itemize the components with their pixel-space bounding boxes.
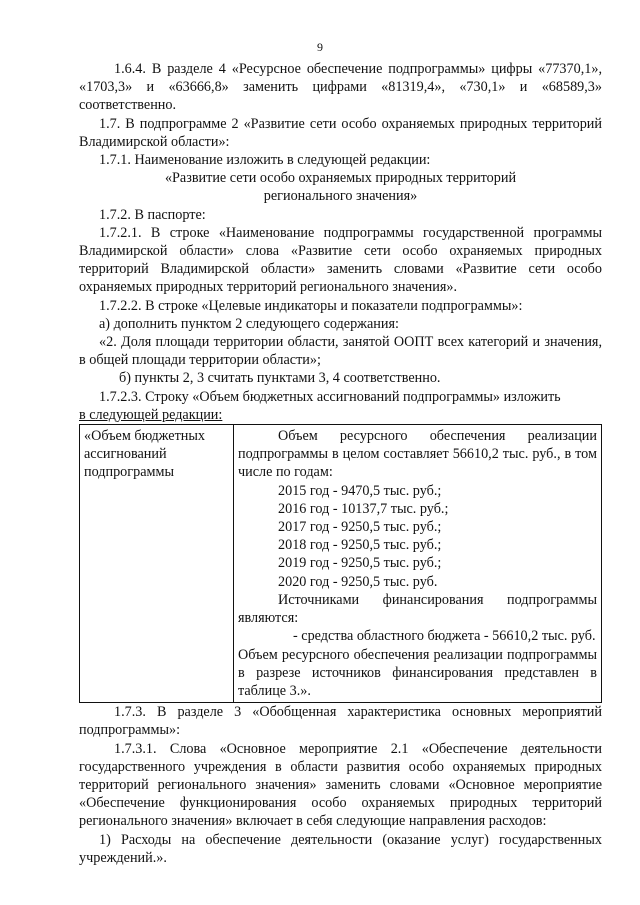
paragraph-1-7-3-1: 1.7.3.1. Слова «Основное мероприятие 2.1 «Обеспечение деятельности государственного учреждения в области развития особо охраняемых природных территорий регионального значения» заменить словами «Основное мероприятие «Обеспечение функционирования особо охраняемых природных территорий регионального значения» включает в себя следующие направления расходов: xyxy=(79,740,602,830)
year-2018: 2018 год - 9250,5 тыс. руб.; xyxy=(278,537,442,554)
table-row xyxy=(80,425,602,703)
item-b: б) пункты 2, 3 считать пунктами 3, 4 соответственно. xyxy=(119,370,441,387)
budget-closing: Объем ресурсного обеспечения реализации подпрограммы в разрезе источников финансирования представлен в таблице 3.». xyxy=(238,646,597,699)
year-2015: 2015 год - 9470,5 тыс. руб.; xyxy=(278,482,442,499)
paragraph-1-7-3: 1.7.3. В разделе 3 «Обобщенная характеристика основных мероприятий подпрограммы»: xyxy=(79,704,602,739)
paragraph-1-7-2-3: 1.7.2.3. Строку «Объем бюджетных ассигнований подпрограммы» изложить xyxy=(99,388,561,405)
year-2020: 2020 год - 9250,5 тыс. руб. xyxy=(278,573,438,590)
paragraph-1-6-4: 1.6.4. В разделе 4 «Ресурсное обеспечение подпрограммы» цифры «77370,1», «1703,3» и «63666,8» заменить цифрами «81319,4», «730,1» и «68589,3» соответственно. xyxy=(79,61,602,114)
year-2016: 2016 год - 10137,7 тыс. руб.; xyxy=(278,500,449,517)
paragraph-1-7-1: 1.7.1. Наименование изложить в следующей редакции: xyxy=(99,152,431,169)
year-2017: 2017 год - 9250,5 тыс. руб.; xyxy=(278,519,442,536)
document-body xyxy=(79,60,602,867)
paragraph-1-7-2-3-cont: в следующей редакции: xyxy=(79,406,223,423)
paragraph-1-7: 1.7. В подпрограмме 2 «Развитие сети особо охраняемых природных территорий Владимирской области»: xyxy=(79,115,602,150)
paragraph-1-7-2-1: 1.7.2.1. В строке «Наименование подпрограммы государственной программы Владимирской области» слова «Развитие сети особо охраняемых природных территорий Владимирской области» заменить словами «Развитие сети особо охраняемых природных территорий регионального значения». xyxy=(79,224,602,296)
table-value-cell xyxy=(234,425,602,703)
budget-table xyxy=(79,424,602,703)
paragraph-1-7-2: 1.7.2. В паспорте: xyxy=(99,206,206,223)
sources-heading: Источниками финансирования подпрограммы являются: xyxy=(238,591,597,627)
item-2-quote: «2. Доля площади территории области, занятой ООПТ всех категорий и значения, в общей площади территории области»; xyxy=(79,334,602,369)
item-1-expenses: 1) Расходы на обеспечение деятельности (оказание услуг) государственных учреждений.». xyxy=(79,831,602,866)
page-number: 9 xyxy=(317,40,323,54)
subprogram-title-line-1: «Развитие сети особо охраняемых природных территорий xyxy=(164,170,517,187)
item-a: а) дополнить пунктом 2 следующего содержания: xyxy=(99,315,399,332)
table-label-cell: «Объем бюджетных ассигнований подпрограммы xyxy=(80,425,234,703)
source-item: - средства областного бюджета - 56610,2 тыс. руб. xyxy=(293,628,596,645)
subprogram-title-line-2: регионального значения» xyxy=(263,188,418,205)
paragraph-1-7-2-2: 1.7.2.2. В строке «Целевые индикаторы и показатели подпрограммы»: xyxy=(99,297,523,314)
budget-intro: Объем ресурсного обеспечения реализации подпрограммы в целом составляет 56610,2 тыс. руб., в том числе по годам: xyxy=(238,428,597,481)
year-2019: 2019 год - 9250,5 тыс. руб.; xyxy=(278,555,442,572)
